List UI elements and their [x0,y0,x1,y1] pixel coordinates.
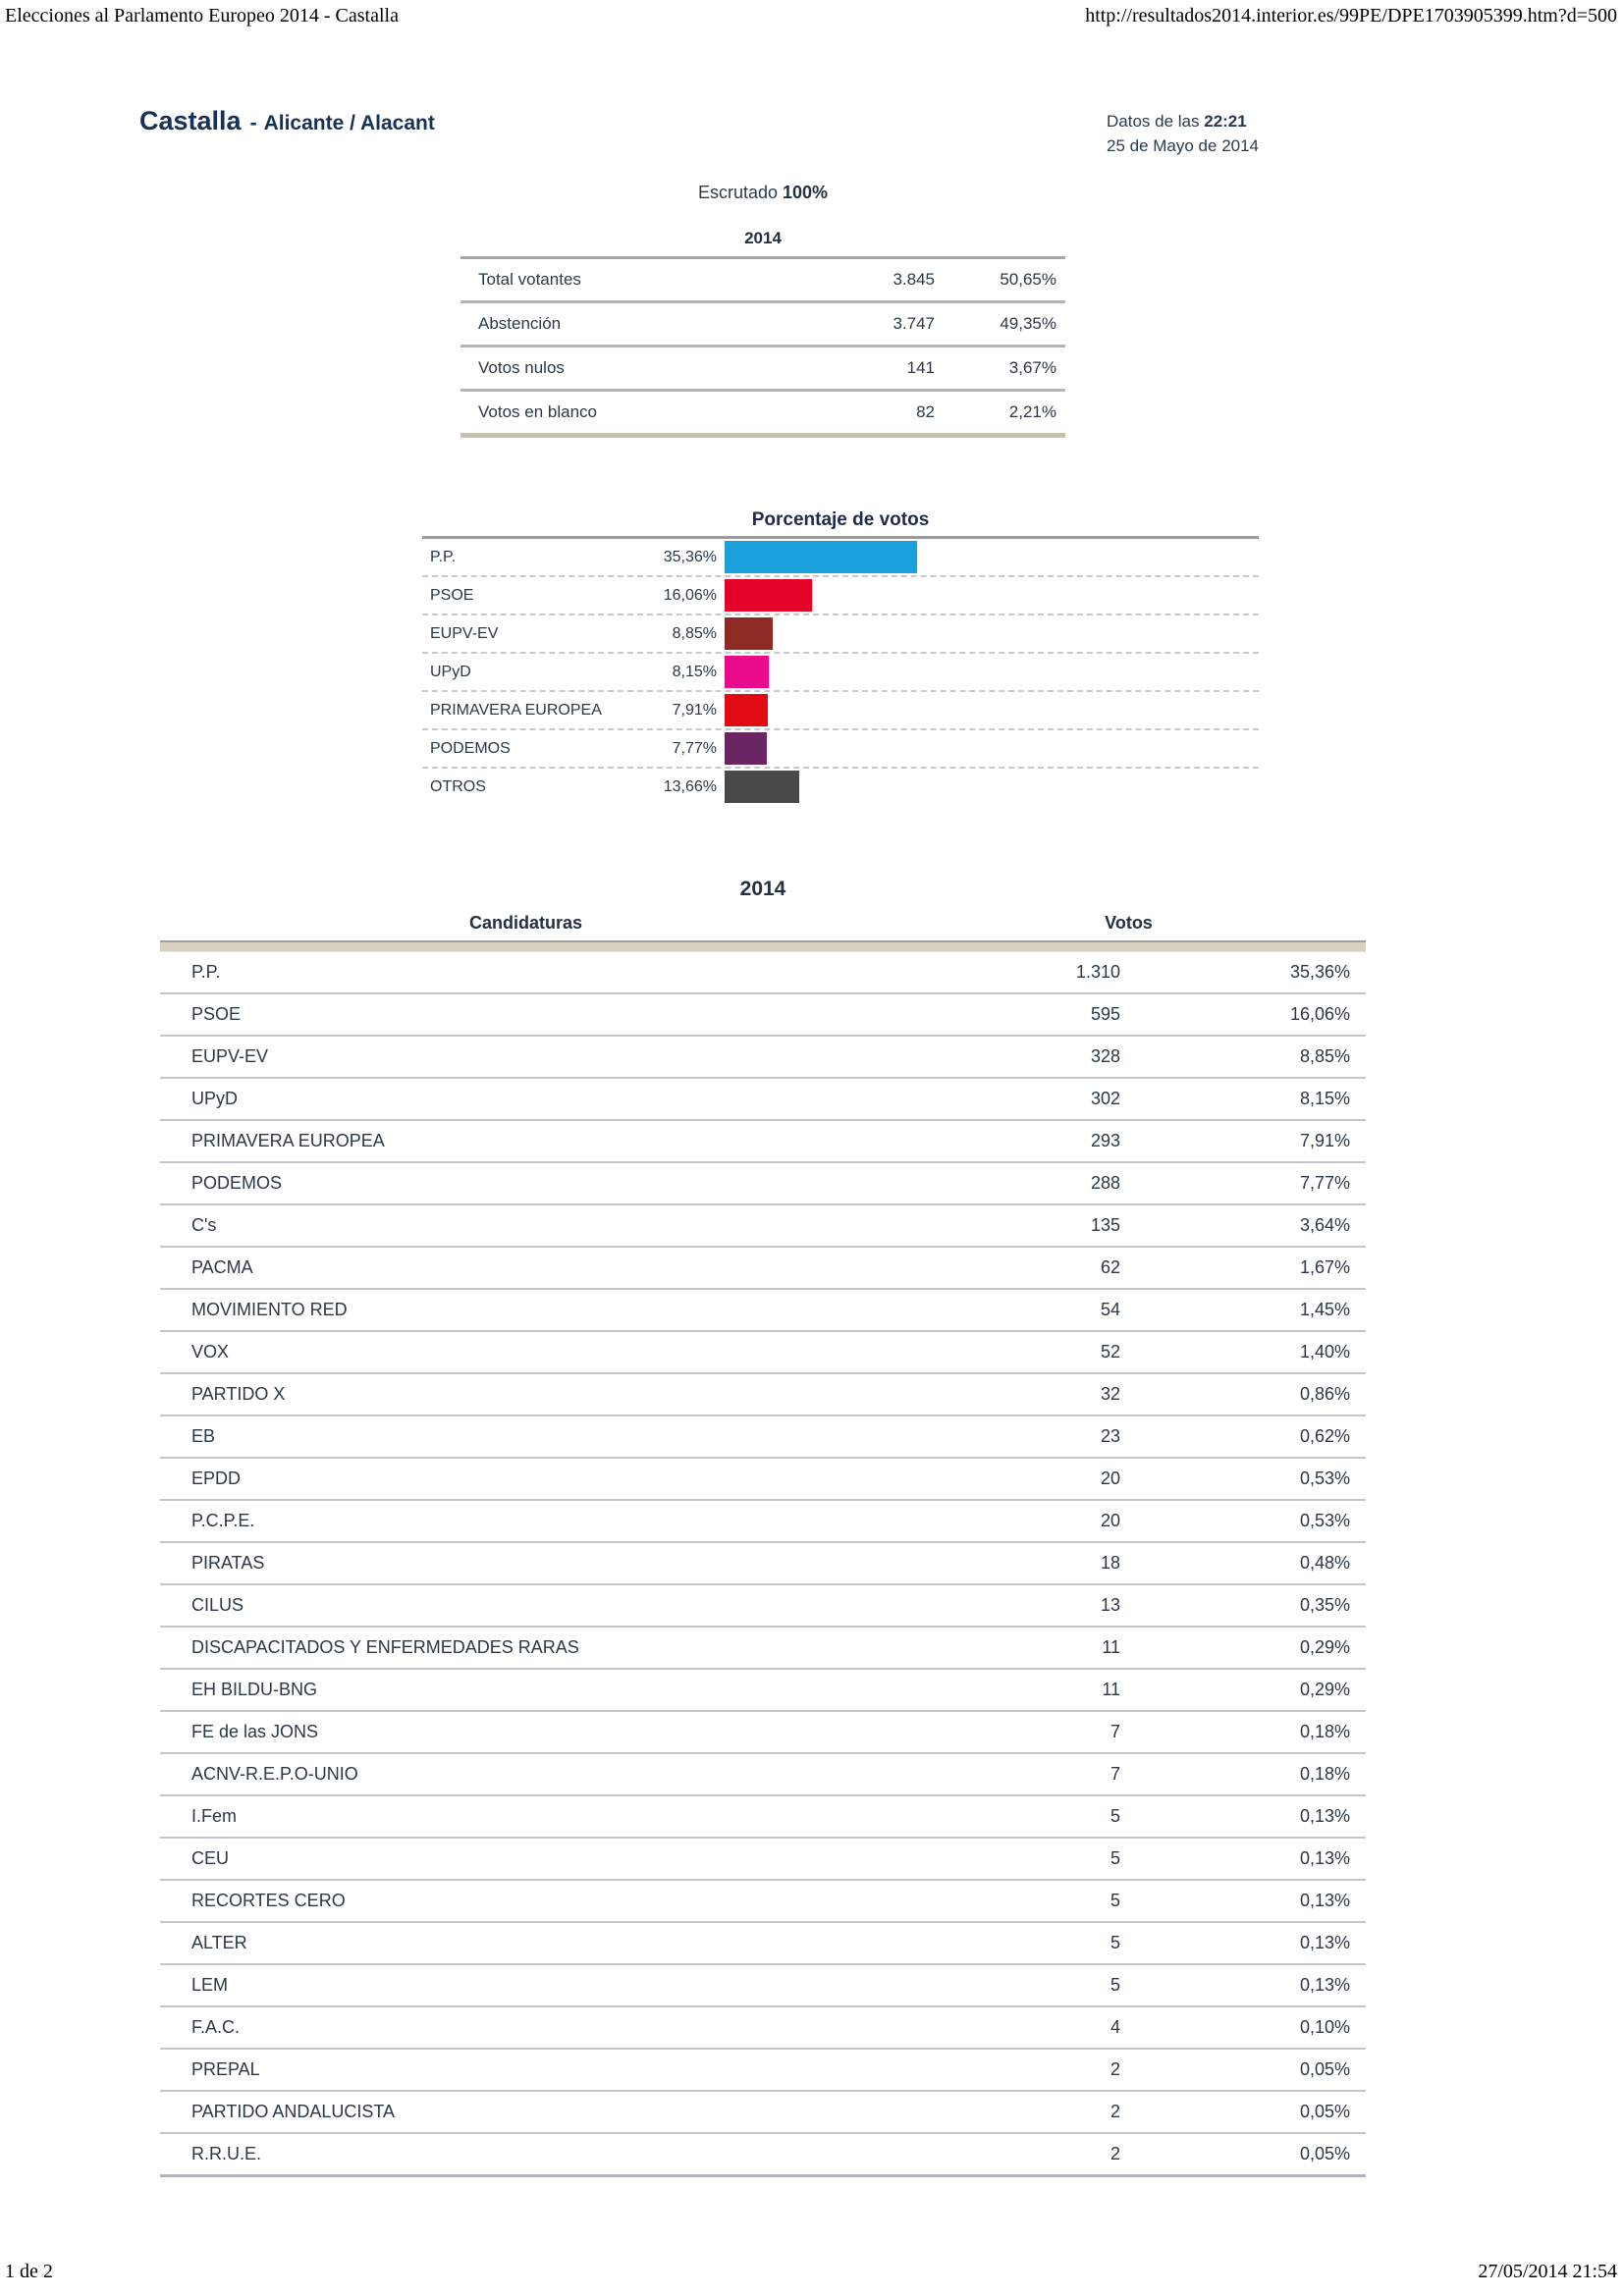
chart-row-percent-label: 35,36% [663,548,717,565]
results-row-party: CEU [191,1848,230,1868]
results-row-party: PRIMAVERA EUROPEA [191,1131,385,1150]
summary-row-percent: 2,21% [1008,402,1056,421]
results-row-votes: 5 [1110,1806,1120,1826]
data-time-line [1107,110,1259,134]
results-row-votes: 5 [1110,1933,1120,1952]
page-number: 1 de 2 [5,2261,53,2282]
results-row [160,2134,1366,2177]
results-row [160,1332,1366,1374]
results-row [160,1839,1366,1881]
results-row-party: PIRATAS [191,1553,265,1573]
results-row-party: PODEMOS [191,1173,283,1193]
summary-row-label: Abstención [478,314,562,333]
summary-row-label: Votos nulos [478,358,565,377]
results-row [160,1290,1366,1332]
municipality-name: Castalla [139,106,242,135]
results-row-votes: 20 [1100,1511,1120,1530]
results-row-percent: 3,64% [1299,1215,1350,1235]
print-footer [5,2261,1617,2283]
results-row-party: FE de las JONS [191,1722,319,1741]
chart-row-bar [725,617,773,650]
results-row [160,1712,1366,1754]
results-year: 2014 [739,878,786,900]
results-row [160,1923,1366,1965]
chart-row-party-label: PRIMAVERA EUROPEA [430,701,602,719]
results-row-party: LEM [191,1975,229,1995]
escrutado-label: Escrutado [697,183,778,202]
results-row-percent: 8,85% [1299,1046,1350,1066]
document-url: http://resultados2014.interior.es/99PE/DPE1703905399.htm?d=500 [1085,5,1617,27]
results-row-percent: 0,53% [1299,1511,1350,1530]
results-row-votes: 1.310 [1075,962,1120,982]
results-row-votes: 5 [1110,1891,1120,1910]
results-row-percent: 1,40% [1299,1342,1350,1362]
results-row-percent: 0,29% [1299,1637,1350,1657]
results-row-party: F.A.C. [191,2017,241,2037]
title-separator: - [249,112,257,134]
chart-row-percent-label: 8,15% [672,663,717,680]
results-row-votes: 2 [1110,2059,1120,2079]
chart-row [422,615,1259,654]
chart-row [422,692,1259,730]
results-header-votos: Votos [1105,913,1153,933]
results-row-party: EPDD [191,1468,242,1488]
results-row-party: DISCAPACITADOS Y ENFERMEDADES RARAS [191,1637,579,1657]
summary-row-percent: 3,67% [1008,358,1056,377]
results-row-votes: 5 [1110,1848,1120,1868]
results-row-party: R.R.U.E. [191,2144,262,2163]
results-row-votes: 62 [1100,1257,1120,1277]
summary-row-label: Votos en blanco [478,402,597,421]
chart-row-party-label: P.P. [430,548,457,565]
chart-row-percent-label: 8,85% [672,624,717,642]
results-row-party: ACNV-R.E.P.O-UNIO [191,1764,358,1784]
results-row [160,1965,1366,2007]
results-row-votes: 20 [1100,1468,1120,1488]
results-row-votes: 2 [1110,2144,1120,2163]
results-row-votes: 11 [1102,1680,1120,1699]
results-row [160,1501,1366,1543]
results-row [160,1796,1366,1839]
chart-row [422,577,1259,615]
results-row-percent: 0,10% [1299,2017,1350,2037]
results-row-votes: 7 [1110,1764,1120,1784]
results-row-votes: 4 [1110,2017,1120,2037]
results-row-percent: 0,13% [1299,1975,1350,1995]
chart-row-percent-label: 7,91% [672,701,717,719]
summary-year: 2014 [744,229,782,247]
summary-row-value: 3.845 [893,270,935,289]
results-row-votes: 32 [1100,1384,1120,1404]
results-row-party: P.P. [191,962,221,982]
results-row [160,1754,1366,1796]
results-row-party: UPyD [191,1089,239,1108]
results-header-row [160,913,1366,940]
results-row-party: PSOE [191,1004,242,1024]
results-row-party: C's [191,1215,217,1235]
results-row [160,1628,1366,1670]
summary-row [460,392,1065,438]
results-row-votes: 52 [1100,1342,1120,1362]
chart-row-party-label: EUPV-EV [430,624,499,642]
chart-row-bar [725,694,768,726]
chart-row-party-label: PSOE [430,586,474,604]
results-row-percent: 35,36% [1289,962,1350,982]
results-header-candidaturas: Candidaturas [468,913,583,933]
results-row-percent: 0,13% [1299,1806,1350,1826]
results-row [160,1374,1366,1416]
chart-row-party-label: UPyD [430,663,471,680]
results-row-party: I.Fem [191,1806,238,1826]
print-datetime: 27/05/2014 21:54 [1478,2261,1617,2282]
results-row [160,2092,1366,2134]
results-row-percent: 0,86% [1299,1384,1350,1404]
results-row-percent: 0,35% [1299,1595,1350,1615]
chart-row-party-label: OTROS [430,777,486,795]
results-row-votes: 5 [1110,1975,1120,1995]
results-row-party: EUPV-EV [191,1046,269,1066]
results-row [160,1459,1366,1501]
results-row-party: EH BILDU-BNG [191,1680,318,1699]
results-row-percent: 0,13% [1299,1933,1350,1952]
results-row-percent: 0,53% [1299,1468,1350,1488]
chart-row-percent-label: 13,66% [663,777,717,795]
results-row-party: RECORTES CERO [191,1891,346,1910]
print-header [5,5,1617,27]
results-row [160,1543,1366,1585]
results-table [160,952,1366,2177]
results-row-percent: 0,13% [1299,1848,1350,1868]
results-row-party: PARTIDO ANDALUCISTA [191,2102,396,2121]
results-row-percent: 7,77% [1299,1173,1350,1193]
results-row-party: CILUS [191,1595,244,1615]
summary-row-value: 3.747 [893,314,935,333]
chart-row [422,539,1259,577]
results-row-votes: 11 [1102,1637,1120,1657]
data-date-line: 25 de Mayo de 2014 [1107,135,1260,155]
results-row [160,1881,1366,1923]
results-row [160,1079,1366,1121]
results-row [160,1121,1366,1163]
results-section [160,878,1366,2177]
data-timestamp-block [1107,110,1259,158]
results-row [160,2007,1366,2050]
results-row-votes: 293 [1090,1131,1120,1150]
chart-row-bar [725,579,812,612]
results-row-party: EB [191,1426,216,1446]
results-row [160,1585,1366,1628]
results-row-party: PARTIDO X [191,1384,286,1404]
data-time-prefix: Datos de las [1107,112,1200,131]
chart-body [422,536,1259,805]
results-row-party: VOX [191,1342,230,1362]
results-row-percent: 0,05% [1299,2102,1350,2121]
results-row-votes: 18 [1100,1553,1120,1573]
results-row-percent: 16,06% [1289,1004,1350,1024]
results-row [160,1416,1366,1459]
results-row-votes: 135 [1090,1215,1120,1235]
results-row-votes: 54 [1100,1300,1120,1319]
results-row-votes: 288 [1090,1173,1120,1193]
chart-row [422,730,1259,769]
results-row-percent: 0,48% [1299,1553,1350,1573]
results-row-percent: 1,67% [1299,1257,1350,1277]
summary-row-percent: 50,65% [1000,270,1056,289]
results-header-band [160,940,1366,952]
summary-row-percent: 49,35% [1000,314,1056,333]
results-row-votes: 328 [1090,1046,1120,1066]
escrutado-value: 100% [783,183,829,202]
chart-row-percent-label: 16,06% [663,586,717,604]
results-row [160,1670,1366,1712]
results-row [160,952,1366,994]
summary-row [460,303,1065,347]
document-title: Elecciones al Parlamento Europeo 2014 - Castalla [5,5,399,27]
results-row-percent: 0,05% [1299,2144,1350,2163]
results-row [160,1037,1366,1079]
results-row-party: MOVIMIENTO RED [191,1300,348,1319]
summary-row-value: 141 [906,358,935,377]
escrutado-line [460,183,1065,203]
results-row [160,1163,1366,1205]
results-row-percent: 0,18% [1299,1722,1350,1741]
region-name: Alicante / Alacant [263,112,435,134]
results-row-votes: 302 [1090,1089,1120,1108]
summary-row [460,347,1065,392]
results-row-party: P.C.P.E. [191,1511,255,1530]
chart-row-bar [725,732,767,765]
results-row [160,2050,1366,2092]
chart-title: Porcentaje de votos [751,509,930,530]
results-row-percent: 0,29% [1299,1680,1350,1699]
chart-row-percent-label: 7,77% [672,739,717,757]
results-row-percent: 0,62% [1299,1426,1350,1446]
results-row-percent: 0,13% [1299,1891,1350,1910]
results-row-percent: 8,15% [1299,1089,1350,1108]
results-row [160,1248,1366,1290]
data-time: 22:21 [1204,112,1247,131]
chart-row [422,769,1259,805]
results-row-percent: 7,91% [1299,1131,1350,1150]
results-row-percent: 0,18% [1299,1764,1350,1784]
summary-table [460,256,1065,438]
chart-row-bar [725,541,917,573]
results-row [160,1205,1366,1248]
chart-row-bar [725,771,799,803]
results-row-party: ALTER [191,1933,247,1952]
results-row-votes: 23 [1100,1426,1120,1446]
results-row [160,994,1366,1037]
results-row-votes: 595 [1090,1004,1120,1024]
results-row-party: PACMA [191,1257,253,1277]
results-row-votes: 2 [1110,2102,1120,2121]
results-row-votes: 13 [1100,1595,1120,1615]
summary-row [460,259,1065,303]
chart-row-bar [725,656,769,688]
chart-row-party-label: PODEMOS [430,739,511,757]
results-row-percent: 0,05% [1299,2059,1350,2079]
page-title [139,106,435,136]
vote-percentage-chart [422,509,1259,805]
results-row-party: PREPAL [191,2059,260,2079]
chart-row [422,654,1259,692]
results-row-votes: 7 [1110,1722,1120,1741]
summary-row-label: Total votantes [478,270,581,289]
results-row-percent: 1,45% [1299,1300,1350,1319]
summary-row-value: 82 [916,402,935,421]
